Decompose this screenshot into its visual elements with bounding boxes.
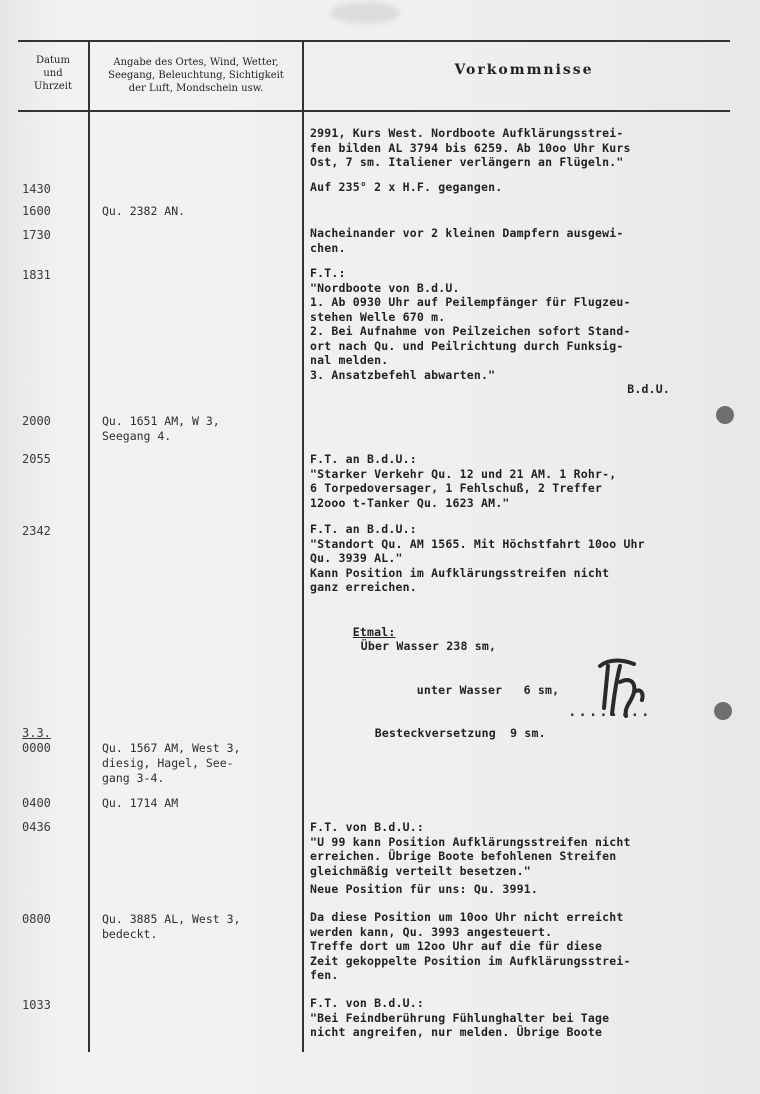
event-line: nal melden.: [310, 353, 389, 367]
entry-time: 0400: [22, 796, 51, 810]
location-line: Qu. 1714 AM: [102, 796, 179, 810]
ghost-smudge: [330, 2, 400, 24]
entry-location: [102, 796, 298, 811]
column-divider-1: [88, 40, 90, 1052]
header-top-rule: [18, 40, 730, 42]
entry-time: 2000: [22, 414, 51, 428]
event-line: Treffe dort um 12oo Uhr auf die für diese: [310, 939, 603, 953]
header-date-line: Datum: [36, 55, 70, 66]
event-line: Qu. 3939 AL.": [310, 551, 403, 565]
entry-location: [102, 414, 298, 444]
event-line: 3. Ansatzbefehl abwarten.": [310, 367, 496, 382]
header-date-line: Uhrzeit: [33, 81, 73, 92]
signature-bdu: B.d.U.: [627, 382, 670, 396]
event-line: stehen Welle 670 m.: [310, 309, 446, 324]
etmal-label: Etmal:: [352, 624, 396, 639]
header-date-line: und: [43, 68, 63, 79]
event-line: 2991, Kurs West. Nordboote Aufklärungsstrei-: [310, 126, 624, 140]
event-line: "Bei Feindberührung Fühlunghalter bei Tage: [310, 1010, 610, 1025]
event-line: 12ooo t-Tanker Qu. 1623 AM.": [310, 495, 510, 510]
location-line: Qu. 1567 AM, West 3,: [102, 741, 241, 755]
header-events-title: Vorkommnisse: [454, 62, 594, 78]
entry-location: [102, 912, 298, 942]
event-line: werden kann, Qu. 3993 angesteuert.: [310, 924, 553, 939]
entry-time: 2055: [22, 452, 51, 466]
etmal-value: Über Wasser 238 sm,: [360, 639, 497, 653]
etmal-value: Besteckversetzung 9 sm.: [374, 726, 546, 740]
location-line: gang 3-4.: [102, 771, 165, 785]
event-line: F.T. von B.d.U.:: [310, 820, 424, 834]
event-line: chen.: [310, 240, 346, 255]
entry-time: 1730: [22, 228, 51, 242]
header-bottom-rule: [18, 110, 730, 112]
event-line: 6 Torpedoversager, 1 Fehlschuß, 2 Treffer: [310, 481, 603, 495]
entry-time: 1033: [22, 998, 51, 1012]
event-line: F.T. an B.d.U.:: [310, 522, 417, 536]
entry-events: [310, 910, 750, 983]
location-line: Qu. 1651 AM, W 3,: [102, 414, 220, 428]
event-line: F.T. von B.d.U.:: [310, 996, 424, 1010]
entry-events: [310, 126, 750, 170]
entry-date: 3.3.: [22, 726, 51, 740]
entry-time: 1600: [22, 204, 51, 218]
event-line: ort nach Qu. und Peilrichtung durch Funksig-: [310, 338, 624, 353]
entry-location: [102, 741, 298, 786]
event-line: "Starker Verkehr Qu. 12 und 21 AM. 1 Rohr-,: [310, 466, 617, 481]
header-date-column: [20, 54, 86, 93]
event-line: Da diese Position um 10oo Uhr nicht erreicht: [310, 910, 624, 924]
column-divider-2: [302, 40, 304, 1052]
location-line: diesig, Hagel, See-: [102, 756, 234, 770]
entry-location: [102, 204, 298, 219]
event-line: Zeit gekoppelte Position im Aufklärungsstrei-: [310, 953, 631, 968]
etmal-row: [310, 610, 750, 668]
etmal-row: [310, 668, 750, 712]
event-line: "Nordboote von B.d.U.: [310, 280, 460, 295]
event-line: Ost, 7 sm. Italiener verlängern an Flügeln.": [310, 155, 624, 169]
event-line: Kann Position im Aufklärungsstreifen nicht: [310, 565, 610, 580]
location-line: Qu. 2382 AN.: [102, 204, 186, 218]
event-line: gleichmäßig verteilt besetzen.": [310, 863, 531, 878]
entry-time: 0800: [22, 912, 51, 926]
event-line: erreichen. Übrige Boote befohlenen Streifen: [310, 849, 617, 863]
event-line: fen bilden AL 3794 bis 6259. Ab 10oo Uhr Kurs: [310, 140, 631, 155]
event-line: Auf 235° 2 x H.F. gegangen.: [310, 180, 503, 194]
event-line: Neue Position für uns: Qu. 3991.: [310, 882, 538, 896]
entry-events: [310, 226, 750, 255]
entry-events: [310, 522, 750, 595]
location-line: Seegang 4.: [102, 429, 172, 443]
entry-time: 0436: [22, 820, 51, 834]
entry-events: [310, 452, 750, 510]
etmal-block: [310, 610, 750, 755]
event-line: "U 99 kann Position Aufklärungsstreifen nicht: [310, 834, 631, 849]
entry-events: [310, 180, 750, 195]
event-line: fen.: [310, 968, 339, 982]
header-location-line: Angabe des Ortes, Wind, Wetter,: [113, 57, 279, 68]
entry-events: [310, 820, 750, 897]
entry-time: 0000: [22, 741, 51, 755]
header-location-column: [92, 56, 300, 95]
event-line: 1. Ab 0930 Uhr auf Peilempfänger für Flugzeu-: [310, 295, 631, 309]
punch-hole: [716, 406, 734, 424]
event-line: ganz erreichen.: [310, 580, 417, 594]
entry-time: 1430: [22, 182, 51, 196]
punch-hole: [714, 702, 732, 720]
event-line: F.T. an B.d.U.:: [310, 452, 417, 466]
event-line: "Standort Qu. AM 1565. Mit Höchstfahrt 10oo Uhr: [310, 536, 645, 551]
entry-events: [310, 266, 750, 397]
event-line: F.T.:: [310, 266, 346, 280]
event-line: nicht angreifen, nur melden. Übrige Boote: [310, 1025, 603, 1039]
etmal-value: unter Wasser 6 sm,: [416, 682, 560, 697]
signature-dots: ........: [568, 704, 652, 720]
location-line: Qu. 3885 AL, West 3,: [102, 912, 241, 926]
etmal-row: [310, 712, 750, 756]
entry-time: 2342: [22, 524, 51, 538]
event-line: 2. Bei Aufnahme von Peilzeichen sofort Stand-: [310, 324, 631, 338]
location-line: bedeckt.: [102, 927, 158, 941]
entry-time: 1831: [22, 268, 51, 282]
header-location-line: der Luft, Mondschein usw.: [128, 83, 264, 94]
event-line: Nacheinander vor 2 kleinen Dampfern ausgewi-: [310, 226, 624, 240]
header-location-line: Seegang, Beleuchtung, Sichtigkeit: [108, 70, 284, 81]
entry-events: [310, 996, 750, 1040]
